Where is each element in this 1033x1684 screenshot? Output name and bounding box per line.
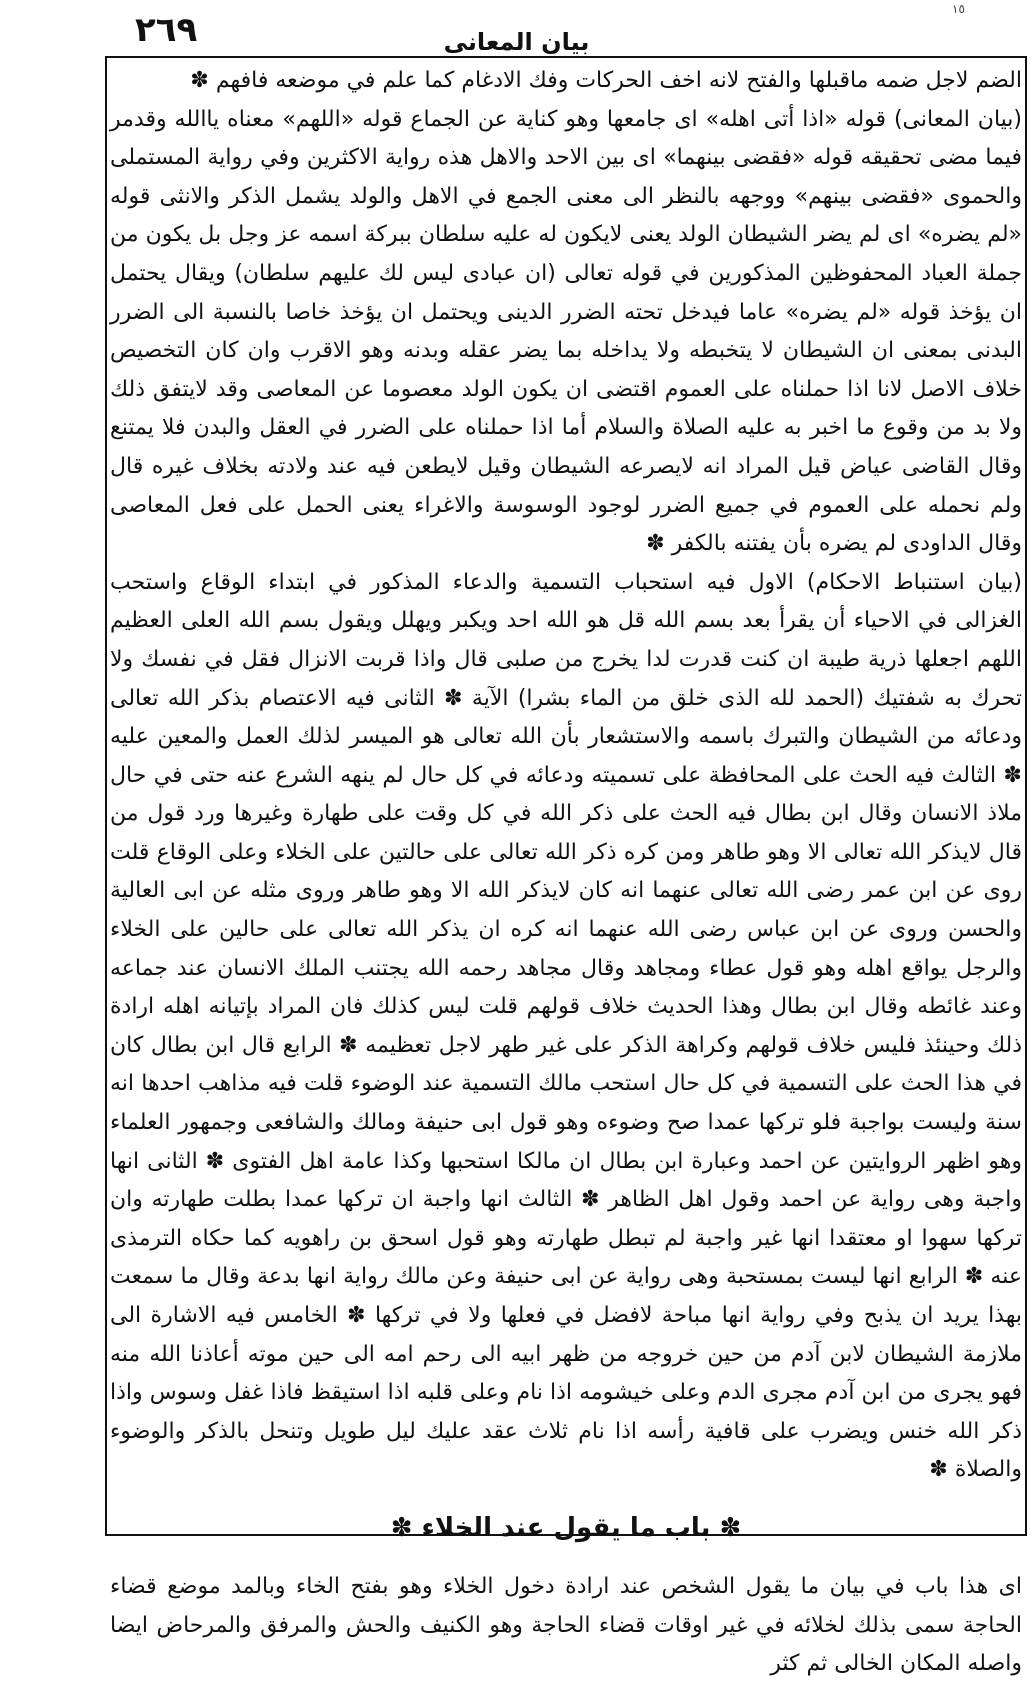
chapter-heading: ✽ باب ما يقول عند الخلاء ✽ [390, 1512, 742, 1543]
corner-mark: ١٥ [952, 2, 965, 16]
paragraph-continuation: الضم لاجل ضمه ماقبلها والفتح لانه اخف الحركات وفك الادغام كما علم في موضعه فافهم ✽ [190, 68, 1022, 93]
main-text [110, 62, 1022, 1684]
running-title: بيان المعانى [443, 28, 590, 56]
paragraph-chapter-intro: اى هذا باب في بيان ما يقول الشخص عند ارادة دخول الخلاء وهو بفتح الخاء وبالمد موضع قضاء الحاجة سمى بذلك لخلائه في غير اوقات قضاء الحاجة وهو الكنيف والحش والمرفق والمرحاض ايضا واصله المكان الخالى ثم كثر [110, 1573, 1022, 1677]
paragraph-meanings: (بيان المعانى) قوله «اذا أتى اهله» اى جامعها وهو كناية عن الجماع قوله «اللهم» معناه ياالله وقدمر فيما مضى تحقيقه قوله «فقضى بينهما» اى بين الاحد والاهل هذه رواية الاكثرين وفي رواية المستملى والحموى «فقضى بينهم» ووجهه بالنظر الى معنى الجمع في الاهل والولد يشمل الذكر والانثى قوله «لم يضره» اى لم يضر الشيطان الولد يعنى لايكون له عليه سلطان ببركة اسمه عز وجل بل يكون من جملة العباد المحفوظين المذكورين في قوله تعالى (ان عبادى ليس لك عليهم سلطان) ويقال يحتمل ان يؤخذ قوله «لم يضره» عاما فيدخل تحته الضرر الدينى ويحتمل ان يؤخذ خاصا بالنسبة الى الضرر البدنى بمعنى ان الشيطان لا يتخبطه ولا يداخله بما يضر عقله وبدنه وهو الاقرب وان كان التخصيص خلاف الاصل لانا اذا حملناه على العموم اقتضى ان يكون الولد معصوما عن المعاصى وقد لايتفق ذلك ولا بد من وقوع ما اخبر به عليه الصلاة والسلام أما اذا حملناه على الضرر في العقل والبدن فلا يمتنع وقال القاضى عياض قيل المراد انه لايصرعه الشيطان وقيل لايطعن فيه عند ولادته بخلاف غيره قال ولم نحمله على العموم في جميع الضرر لوجود الوسوسة والاغراء يعنى الحمل على فعل المعاصى وقال الداودى لم يضره بأن يفتنه بالكفر ✽ [110, 106, 1022, 557]
paragraph-rulings: (بيان استنباط الاحكام) الاول فيه استحباب التسمية والدعاء المذكور في ابتداء الوقاع واستحب الغزالى في الاحياء أن يقرأ بعد بسم الله قل هو الله احد ويكبر ويهلل ويقول بسم الله العلى العظيم اللهم اجعلها ذرية طيبة ان كنت قدرت لدا يخرج من صلبى قال واذا قربت الانزال فقل في نفسك ولا تحرك به شفتيك (الحمد لله الذى خلق من الماء بشرا) الآية ✽ الثانى فيه الاعتصام بذكر الله تعالى ودعائه من الشيطان والتبرك باسمه والاستشعار بأن الله تعالى هو الميسر لذلك العمل والمعين عليه ✽ الثالث فيه الحث على المحافظة على تسميته ودعائه في كل حال لم ينهه الشرع عنه حتى في حال ملاذ الانسان وقال ابن بطال فيه الحث على ذكر الله في كل وقت على طهارة وغيرها ورد قول من قال لايذكر الله تعالى الا وهو طاهر ومن كره ذكر الله تعالى على حالتين على الخلاء وعلى الوقاع قلت روى عن ابن عمر رضى الله تعالى عنهما انه كان لايذكر الله الا وهو طاهر وروى مثله عن ابى العالية والحسن وروى عن ابن عباس رضى الله عنهما انه كره ان يذكر الله تعالى على حالين على الخلاء والرجل يواقع اهله وهو قول عطاء ومجاهد وقال مجاهد رحمه الله يجتنب الملك الانسان عند جماعه وعند غائطه وقال ابن بطال وهذا الحديث خلاف قولهم قلت ليس كذلك فان المراد بإتيانه اهله ارادة ذلك وحينئذ فليس خلاف قولهم وكراهة الذكر على غير طهر لاجل تعظيمه ✽ الرابع قال ابن بطال كان في هذا الحث على التسمية في كل حال استحب مالك التسمية عند الوضوء قلت فيه مذاهب احدها انه سنة وليست بواجبة فلو تركها عمدا صح وضوءه وهو قول ابى حنيفة ومالك والشافعى وجمهور العلماء وهو اظهر الروايتين عن احمد وعبارة ابن بطال ان مالكا استحبها وكذا عامة اهل الفتوى ✽ الثانى انها واجبة وهى رواية عن احمد وقول اهل الظاهر ✽ الثالث انها واجبة ان تركها عمدا بطلت طهارته وان تركها سهوا او معتقدا انها غير واجبة لم تبطل طهارته وهو قول اسحق بن راهويه كما حكاه الترمذى عنه ✽ الرابع انها ليست بمستحبة وهى رواية عن ابى حنيفة وعن مالك رواية انها بدعة وقال ما سمعت بهذا يريد ان يذبح وفي رواية انها مباحة لافضل في فعلها ولا في تركها ✽ الخامس فيه الاشارة الى ملازمة الشيطان لابن آدم من حين خروجه من ظهر ابيه الى رحم امه الى حين موته أعاذنا الله منه فهو يجرى من ابن آدم مجرى الدم وعلى خيشومه اذا نام وعلى قلبه اذا استيقظ فاذا غفل وسوس واذا ذكر الله خنس ويضرب على قافية رأسه اذا نام ثلاث عقد عليك ليل طويل وتنحل بالذكر والوضوء والصلاة ✽ [110, 569, 1022, 1483]
page-number: ٢٦٩ [135, 10, 198, 50]
